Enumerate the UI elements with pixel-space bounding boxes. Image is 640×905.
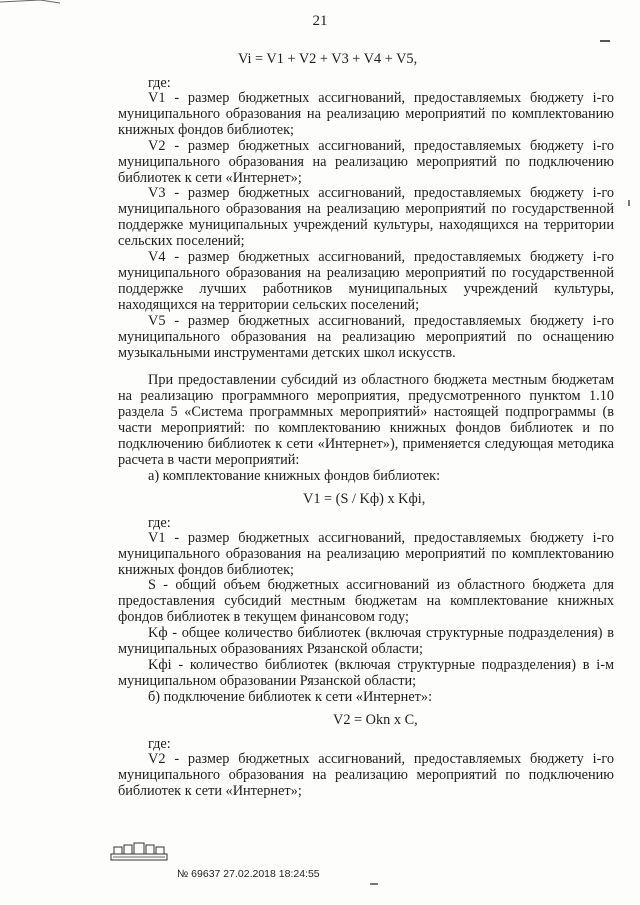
definition-v1-a: V1 - размер бюджетных ассигнований, предоставляемых бюджету i-го муниципального образования на реализацию мероприятий по комплектованию книжных фондов библиотек;	[118, 529, 614, 578]
item-a-heading: а) комплектование книжных фондов библиотек:	[148, 467, 441, 484]
item-b-heading: б) подключение библиотек к сети «Интернет»:	[148, 688, 433, 705]
scan-corner-mark	[0, 0, 60, 10]
definition-kf: Kф - общее количество библиотек (включая структурные подразделения) в муниципальных образованиях Рязанской области;	[118, 625, 614, 658]
definition-v2-b: V2 - размер бюджетных ассигнований, предоставляемых бюджету i-го муниципального образования на реализацию мероприятий по подключению библиотек к сети «Интернет»;	[118, 750, 614, 799]
definition-v2: V2 - размер бюджетных ассигнований, предоставляемых бюджету i-го муниципального образования на реализацию мероприятий по подключению библиотек к сети «Интернет»;	[118, 137, 614, 186]
scan-speck	[628, 200, 630, 206]
scan-speck	[600, 40, 610, 42]
formula-main: Vi = V1 + V2 + V3 + V4 + V5,	[238, 51, 418, 67]
definition-v4: V4 - размер бюджетных ассигнований, предоставляемых бюджету i-го муниципального образования на реализацию мероприятий по государственной поддержке лучших работников муниципальных учреждений культуры, находящихся на территории сельских поселений;	[118, 249, 614, 313]
registry-seal-icon	[110, 840, 168, 862]
definition-s: S - общий объем бюджетных ассигнований из областного бюджета для предоставления субсидий местным бюджетам на комплектование книжных фондов библиотек в текущем финансовом году;	[118, 577, 614, 626]
registration-footer	[110, 840, 530, 880]
definition-kfi: Kфi - количество библиотек (включая структурные подразделения) в i-м муниципальном образовании Рязанской области;	[118, 657, 614, 689]
where-label: где:	[148, 75, 171, 91]
document-body	[118, 45, 614, 799]
scan-speck	[370, 883, 378, 885]
where-label: где:	[148, 514, 171, 531]
formula-a: V1 = (S / Kф) x Kфi,	[303, 490, 426, 507]
definition-v1: V1 - размер бюджетных ассигнований, предоставляемых бюджету i-го муниципального образования на реализацию мероприятий по комплектованию книжных фондов библиотек;	[118, 90, 614, 138]
intro-paragraph: При предоставлении субсидий из областного бюджета местным бюджетам на реализацию программного мероприятия, предусмотренного пунктом 1.10 раздела 5 «Система программных мероприятий» настоящей подпрограммы (в части мероприятий: по комплектованию книжных фондов библиотек и по подключению библиотек к сети «Интернет»), применяется следующая методика расчета в части мероприятий:	[118, 372, 614, 468]
definition-v5: V5 - размер бюджетных ассигнований, предоставляемых бюджету i-го муниципального образования на реализацию мероприятий по оснащению музыкальными инструментами детских школ искусств.	[118, 312, 614, 361]
definition-v3: V3 - размер бюджетных ассигнований, предоставляемых бюджету i-го муниципального образования на реализацию мероприятий по государственной поддержке муниципальных учреждений культуры, находящихся на территории сельских поселений;	[118, 185, 614, 250]
registration-number: № 69637 27.02.2018 18:24:55	[177, 868, 320, 880]
page-number: 21	[312, 13, 328, 29]
formula-b: V2 = Okn x C,	[333, 711, 418, 728]
where-label: где:	[148, 735, 171, 752]
